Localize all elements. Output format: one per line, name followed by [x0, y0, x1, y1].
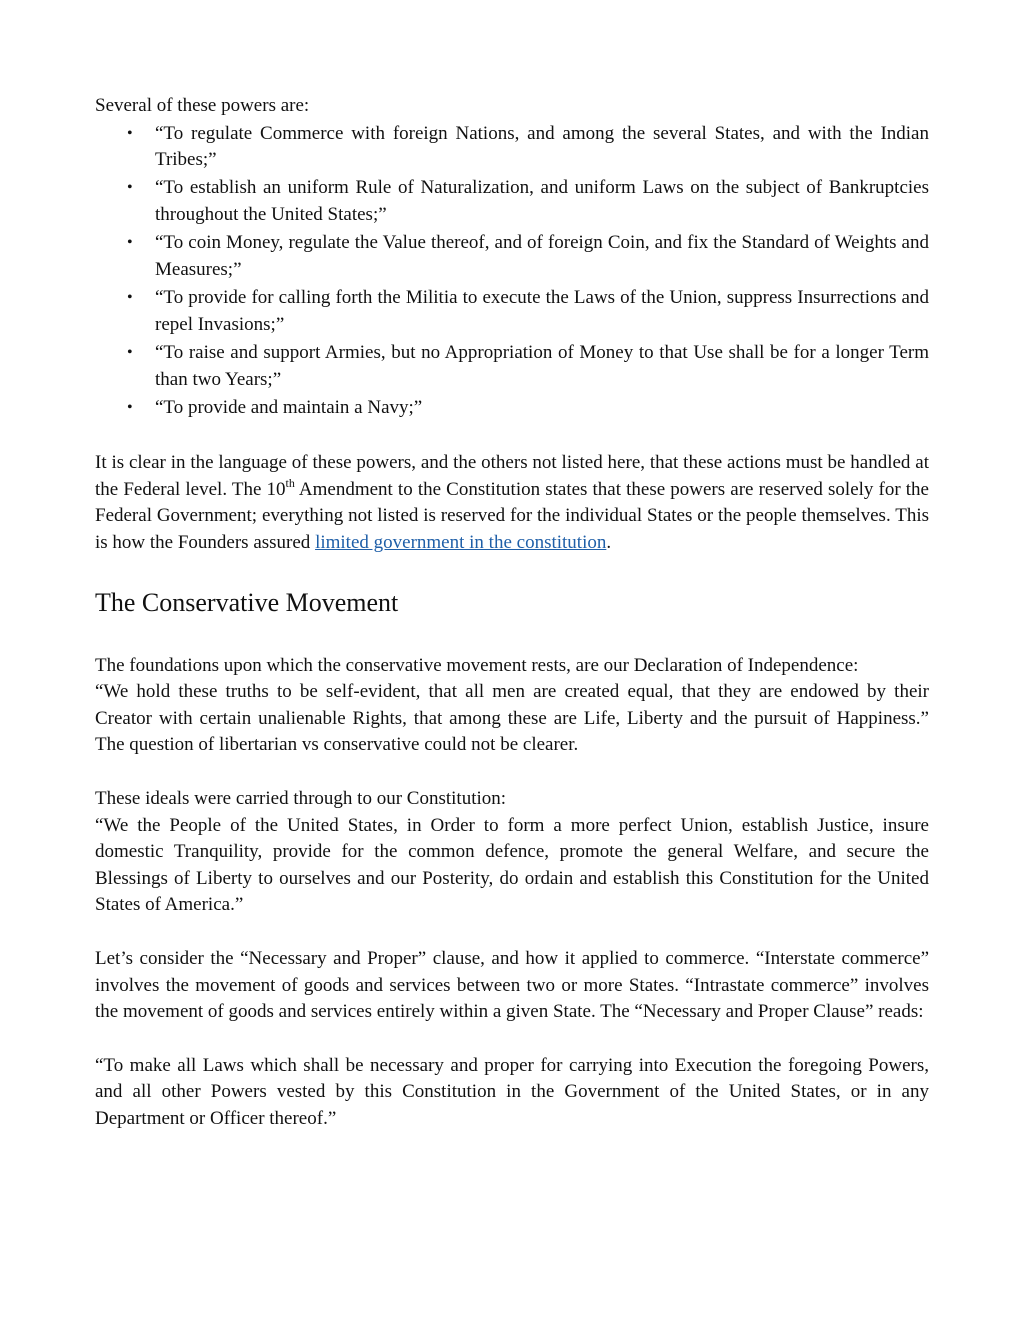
- list-item: [95, 285, 929, 338]
- bullet-icon: •: [127, 179, 133, 197]
- bullet-icon: •: [127, 344, 133, 362]
- powers-intro: Several of these powers are:: [95, 95, 310, 116]
- list-item: [95, 230, 929, 283]
- paragraph-text: Amendment to the Constitution states that these powers are reserved solely for the Federal Government; everything not listed is reserved for the individual States or the people themselves. This is how the Founders assured: [95, 478, 929, 554]
- constitution-preamble-paragraph: “We the People of the United States, in Order to form a more perfect Union, establish Justice, insure domestic Tranquility, provide for the common defence, promote the general Welfare, and secure the Blessings of Liberty to ourselves and our Posterity, do ordain and establish this Constitution for the United States of America.”: [95, 814, 929, 916]
- bullet-icon: •: [127, 124, 133, 142]
- paragraph-text: .: [606, 532, 612, 554]
- section-heading: The Conservative Movement: [95, 587, 399, 617]
- list-item-text: “To coin Money, regulate the Value thereof, and of foreign Coin, and fix the Standard of Weights and Measures;”: [155, 232, 929, 280]
- constitution-intro: These ideals were carried through to our Constitution:: [95, 788, 507, 809]
- list-item-text: “To provide for calling forth the Militia to execute the Laws of the Union, suppress Insurrections and repel Invasions;”: [155, 287, 929, 335]
- list-item-text: “To regulate Commerce with foreign Nations, and among the several States, and with the Indian Tribes;”: [155, 122, 929, 171]
- list-item: [95, 395, 929, 422]
- declaration-intro: The foundations upon which the conservative movement rests, are our Declaration of Independence:: [95, 654, 859, 676]
- limited-government-link[interactable]: limited government in the constitution: [315, 532, 607, 554]
- bullet-icon: •: [127, 398, 133, 416]
- necessary-proper-paragraph: Let’s consider the “Necessary and Proper” clause, and how it applied to commerce. “Interstate commerce” involves the movement of goods and services between two or more States. “Intrastate commerce” involves the movement of goods and services entirely within a given State. The “Necessary and Proper Clause” reads:: [95, 947, 929, 1023]
- paragraph-text: It is clear in the language of these powers, and the others not listed here, that these actions must be handled at the Federal level. The 10: [95, 452, 929, 500]
- bullet-icon: •: [127, 289, 133, 307]
- list-item: [95, 175, 929, 228]
- bullet-icon: •: [127, 234, 133, 252]
- declaration-quote-paragraph: “We hold these truths to be self-evident, that all men are created equal, that they are endowed by their Creator with certain unalienable Rights, that among these are Life, Liberty and the pursuit of Happiness.” The question of libertarian vs conservative could not be clearer.: [95, 681, 929, 756]
- federal-level-paragraph: [95, 450, 929, 556]
- list-item-text: “To establish an uniform Rule of Naturalization, and uniform Laws on the subject of Bankruptcies throughout the United States;”: [155, 177, 929, 226]
- list-item: [95, 121, 929, 174]
- powers-list: [95, 121, 929, 422]
- list-item: [95, 340, 929, 393]
- list-item-text: “To raise and support Armies, but no Appropriation of Money to that Use shall be for a longer Term than two Years;”: [155, 342, 929, 390]
- ordinal-suffix: th: [285, 475, 295, 490]
- clause-quote-paragraph: “To make all Laws which shall be necessary and proper for carrying into Execution the foregoing Powers, and all other Powers vested by this Constitution in the Government of the United States, or in any Department or Officer thereof.”: [95, 1054, 929, 1129]
- list-item-text: “To provide and maintain a Navy;”: [155, 396, 423, 418]
